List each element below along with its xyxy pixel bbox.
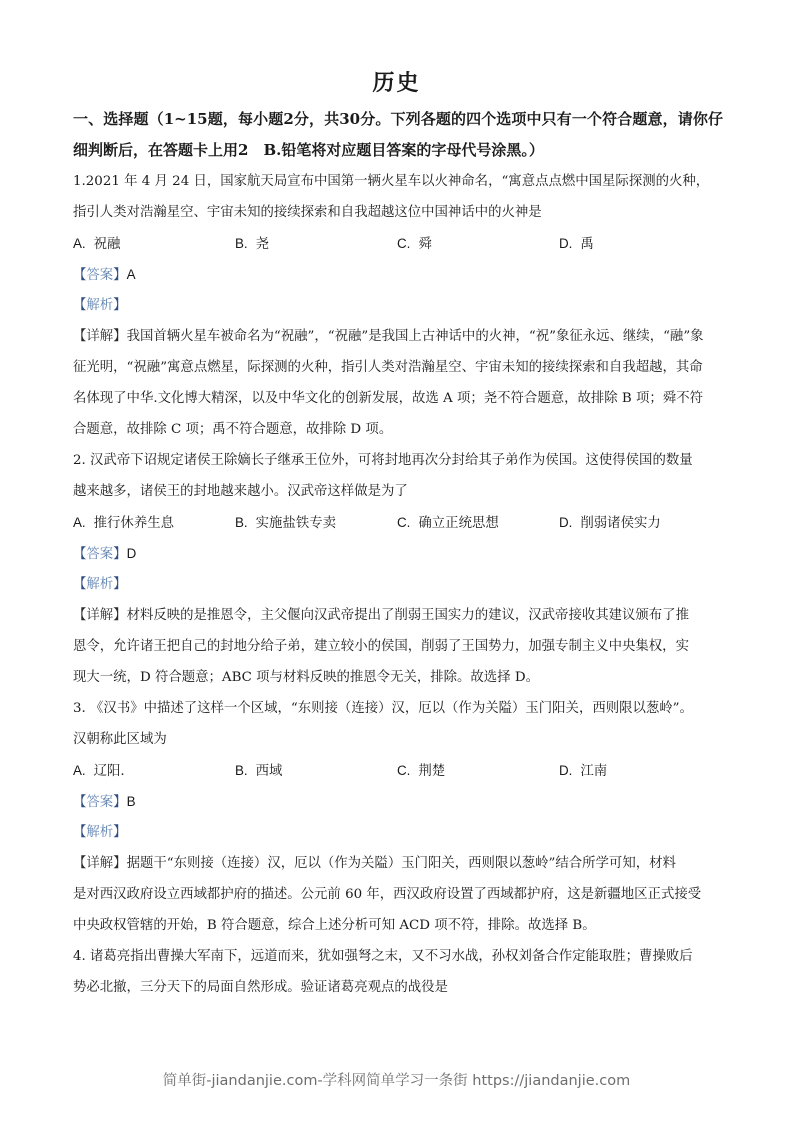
option-letter: D. xyxy=(559,236,573,251)
option-letter: B. xyxy=(235,515,248,530)
option-row xyxy=(73,507,721,538)
question-stem-line: 汉朝称此区域为 xyxy=(73,732,167,747)
option-text: 荆楚 xyxy=(418,764,446,779)
detail-line: 合题意，故排除 C 项；禹不符合题意，故排除 D 项。 xyxy=(73,422,393,437)
detail-line xyxy=(73,321,721,352)
question-number: 2. xyxy=(73,453,86,468)
question-1 xyxy=(73,166,721,445)
option-text: 西域 xyxy=(255,764,283,779)
option-row xyxy=(73,755,721,786)
option-letter: C. xyxy=(397,236,411,251)
question-3 xyxy=(73,693,721,941)
option-letter: A. xyxy=(73,236,86,251)
option-letter: C. xyxy=(397,515,411,530)
question-stem-line xyxy=(73,166,721,197)
option-b xyxy=(235,228,397,259)
detail-line: 中央政权管辖的开始，B 符合题意，综合上述分析可知 ACD 项不符，排除。故选择 B。 xyxy=(73,918,596,933)
question-number: 1. xyxy=(73,174,86,189)
detail-text: 据题干“东则接（连接）汉，厄以（作为关隘）玉门阳关，西则限以葱岭”结合所学可知，材料 xyxy=(126,856,676,871)
question-2 xyxy=(73,445,721,693)
analysis-line xyxy=(73,817,721,848)
option-text: 辽阳. xyxy=(93,764,125,779)
analysis-label: 【解析】 xyxy=(73,577,127,592)
page-footer-watermark: 简单街-jiandanjie.com-学科网简单学习一条街 https://jiandanjie.com xyxy=(162,1073,631,1089)
option-letter: B. xyxy=(235,763,248,778)
detail-line: 是对西汉政府设立西域都护府的描述。公元前 60 年，西汉政府设置了西域都护府，这是新疆地区正式接受 xyxy=(73,887,702,902)
option-c xyxy=(397,228,559,259)
analysis-label: 【解析】 xyxy=(73,298,127,313)
option-text: 确立正统思想 xyxy=(418,516,499,531)
question-stem-line: 指引人类对浩瀚星空、宇宙未知的接续探索和自我超越这位中国神话中的火神是 xyxy=(73,205,542,220)
question-number: 3. xyxy=(73,701,86,716)
option-a xyxy=(73,507,235,538)
answer-line xyxy=(73,786,721,817)
detail-line: 名体现了中华.文化博大精深，以及中华文化的创新发展，故选 A 项；尧不符合题意，故排除 B 项；舜不符 xyxy=(73,391,703,406)
question-4 xyxy=(73,941,721,1003)
detail-line: 征光明，“祝融”寓意点燃星，际探测的火种，指引人类对浩瀚星空、宇宙未知的接续探索和自我超越，其命 xyxy=(73,360,703,375)
question-stem-text: 《汉书》中描述了这样一个区域，“东则接（连接）汉，厄以（作为关隘）玉门阳关，西则限以葱岭”。 xyxy=(90,701,693,716)
answer-label: 【答案】 xyxy=(73,268,127,283)
option-text: 祝融 xyxy=(93,237,121,252)
option-a xyxy=(73,228,235,259)
detail-line: 现大一统，D 符合题意；ABC 项与材料反映的推恩令无关，排除。故选择 D。 xyxy=(73,670,539,685)
analysis-line xyxy=(73,290,721,321)
question-stem-line: 势必北撤，三分天下的局面自然形成。验证诸葛亮观点的战役是 xyxy=(73,980,448,995)
option-text: 舜 xyxy=(418,237,432,252)
page-title: 历史 xyxy=(372,70,421,96)
question-stem-line: 越来越多，诸侯王的封地越来越小。汉武帝这样做是为了 xyxy=(73,484,408,499)
option-text: 削弱诸侯实力 xyxy=(580,516,661,531)
question-stem-line xyxy=(73,693,721,724)
question-list xyxy=(73,166,721,1003)
detail-line: 恩令，允许诸王把自己的封地分给子弟，建立较小的侯国，削弱了王国势力，加强专制主义中央集权，实 xyxy=(73,639,689,654)
option-letter: B. xyxy=(235,236,248,251)
section-heading: 一、选择题（1~15题，每小题2分，共30分。下列各题的四个选项中只有一个符合题意，请你仔细判断后，在答题卡上用2 B.铅笔将对应题目答案的字母代号涂黑。） xyxy=(73,110,723,159)
option-row xyxy=(73,228,721,259)
detail-label: 【详解】 xyxy=(73,856,127,871)
question-stem-line xyxy=(73,445,721,476)
question-stem-line xyxy=(73,941,721,972)
detail-label: 【详解】 xyxy=(73,329,127,344)
answer-label: 【答案】 xyxy=(73,795,127,810)
answer-line xyxy=(73,259,721,290)
analysis-line xyxy=(73,569,721,600)
question-stem-text: 诸葛亮指出曹操大军南下，远道而来，犹如强弩之末，又不习水战，孙权刘备合作定能取胜；曹操败后 xyxy=(90,949,693,964)
answer-value: B xyxy=(126,794,136,809)
detail-line xyxy=(73,600,721,631)
option-b xyxy=(235,755,397,786)
option-letter: D. xyxy=(559,515,573,530)
detail-line xyxy=(73,848,721,879)
question-stem-text: 2021 年 4 月 24 日，国家航天局宣布中国第一辆火星车以火神命名，“寓意点点燃中国星际探测的火种， xyxy=(85,174,710,189)
answer-label: 【答案】 xyxy=(73,547,127,562)
option-d xyxy=(559,755,721,786)
option-letter: A. xyxy=(73,515,86,530)
question-number: 4. xyxy=(73,949,86,964)
option-text: 实施盐铁专卖 xyxy=(255,516,336,531)
option-letter: C. xyxy=(397,763,411,778)
option-text: 推行休养生息 xyxy=(93,516,174,531)
option-c xyxy=(397,507,559,538)
option-text: 禹 xyxy=(580,237,594,252)
detail-label: 【详解】 xyxy=(73,608,127,623)
detail-text: 材料反映的是推恩令，主父偃向汉武帝提出了削弱王国实力的建议，汉武帝接收其建议颁布了推 xyxy=(126,608,689,623)
option-c xyxy=(397,755,559,786)
option-letter: D. xyxy=(559,763,573,778)
question-stem-text: 汉武帝下诏规定诸侯王除嫡长子继承王位外，可将封地再次分封给其子弟作为侯国。这使得侯国的数量 xyxy=(90,453,693,468)
answer-value: D xyxy=(126,546,137,561)
answer-line xyxy=(73,538,721,569)
option-text: 江南 xyxy=(580,764,608,779)
option-text: 尧 xyxy=(255,237,270,252)
option-d xyxy=(559,228,721,259)
analysis-label: 【解析】 xyxy=(73,825,127,840)
option-d xyxy=(559,507,721,538)
detail-text: 我国首辆火星车被命名为“祝融”，“祝融”是我国上古神话中的火神，“祝”象征永远、继续，“融”象 xyxy=(126,329,704,344)
answer-value: A xyxy=(126,267,136,282)
option-b xyxy=(235,507,397,538)
option-a xyxy=(73,755,235,786)
option-letter: A. xyxy=(73,763,86,778)
